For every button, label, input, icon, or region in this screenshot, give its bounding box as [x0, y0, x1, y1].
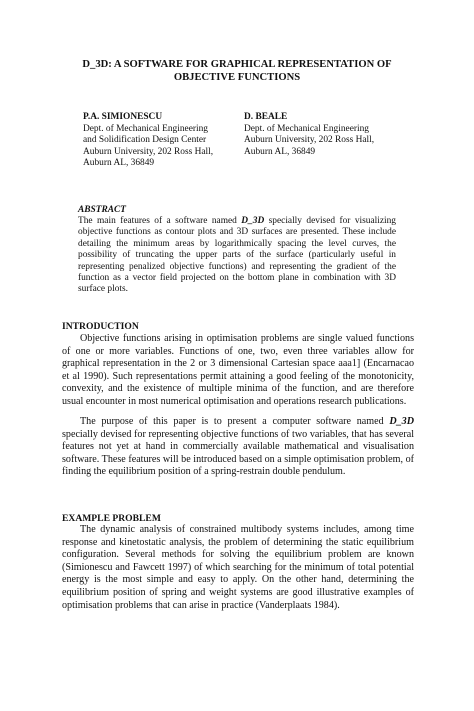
- author-name: D. BEALE: [244, 112, 288, 122]
- abstract-body: [78, 216, 396, 296]
- software-name: D_3D: [389, 416, 414, 427]
- author-affiliation-line: Auburn AL, 36849: [244, 146, 316, 157]
- title-line-2: OBJECTIVE FUNCTIONS: [173, 72, 301, 83]
- author-name: P.A. SIMIONESCU: [83, 112, 163, 122]
- title-line-1: D_3D: A SOFTWARE FOR GRAPHICAL REPRESENTATION OF: [82, 59, 392, 70]
- author-affiliation-line: Auburn University, 202 Ross Hall,: [83, 146, 214, 157]
- author-affiliation-line: Auburn AL, 36849: [83, 158, 155, 169]
- author-affiliation-line: and Solidification Design Center: [83, 135, 207, 146]
- introduction-paragraph-2: [62, 416, 414, 479]
- introduction-heading: INTRODUCTION: [62, 321, 139, 332]
- author-affiliation-line: Dept. of Mechanical Engineering: [244, 123, 369, 134]
- author-affiliation-line: Dept. of Mechanical Engineering: [83, 123, 208, 134]
- example-problem-heading: EXAMPLE PROBLEM: [62, 513, 161, 524]
- abstract-heading: ABSTRACT: [78, 205, 126, 215]
- software-name: D_3D: [241, 216, 265, 226]
- paragraph-text: specially devised for representing objective functions of two variables, that has several features not yet at hand in commercially available mathematical and visualisation software. These features will be introduced based on a simple optimisation problem, of finding the equilibrium position of a spring-restrain double pendulum.: [62, 428, 414, 478]
- abstract-text: specially devised for visualizing objective functions as contour plots and 3D surfaces are presented. These include detailing the minimum areas by logarithmically spacing the level curves, the possibility of truncating the upper parts of the surface (particularly useful in representing penalized objective functions) and representing the gradient of the function as a vector field projected on the bottom plane in combination with 3D surface plots.: [78, 216, 396, 295]
- example-problem-paragraph: The dynamic analysis of constrained multibody systems includes, among time response and kinetostatic analysis, the problem of determining the static equilibrium configuration. Several methods for solving the equilibrium problem are known (Simionescu and Fawcett 1997) of which searching for the minimum of total potential energy is the most simple and easy to apply. On the other hand, determining the equilibrium position of spring and weight systems are good illustrative examples of optimisation problems that can arise in practice (Vanderplaats 1984).: [62, 524, 414, 611]
- author-block-2: [244, 112, 374, 158]
- author-affiliation-line: Auburn University, 202 Ross Hall,: [244, 135, 375, 146]
- author-block-1: [83, 112, 213, 170]
- introduction-paragraph-1: Objective functions arising in optimisation problems are single valued functions of one or more variables. Functions of one, two, even three variables allow for graphical representation in the 2 or 3 dimensional Cartesian space aaa1] (Encarnacao et al 1990). Such representations permit attaining a good feeling of the monotonicity, convexity, and the existence of multiple minima of the function, and are therefore usual encounter in most numerical optimisation and operations research publications.: [62, 333, 414, 407]
- paper-title: [40, 58, 434, 84]
- abstract-text: The main features of a software named: [78, 216, 242, 226]
- paragraph-text: The purpose of this paper is to present a computer software named: [80, 416, 390, 427]
